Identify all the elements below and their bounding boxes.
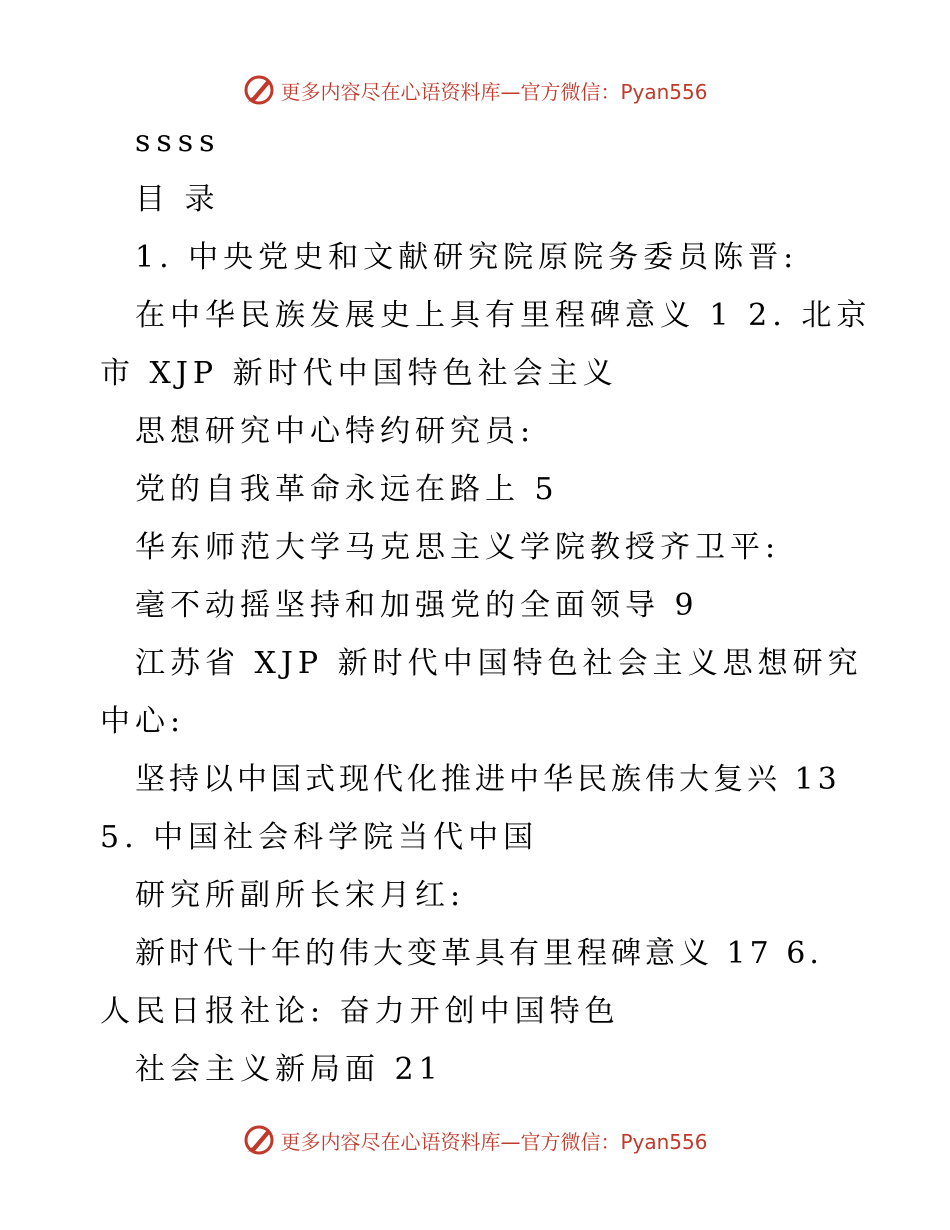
toc-line: 社会主义新局面 21 [135,1052,443,1087]
toc-line: 江苏省 XJP 新时代中国特色社会主义思想研究 [135,646,863,681]
quill-logo-icon [242,1123,276,1157]
toc-line: 人民日报社论: 奋力开创中国特色 [100,994,620,1029]
toc-line: 党的自我革命永远在路上 5 [135,472,559,507]
toc-line: 华东师范大学马克思主义学院教授齐卫平: [135,530,781,565]
footer-watermark-banner [0,1120,950,1160]
toc-line: 市 XJP 新时代中国特色社会主义 [100,356,618,391]
doc-line-garbled: ssss [135,124,221,159]
footer-watermark-text: 更多内容尽在心语资料库—官方微信：Pyan556 [280,1129,708,1154]
header-watermark-text: 更多内容尽在心语资料库—官方微信：Pyan556 [280,79,708,104]
quill-logo-icon [242,73,276,107]
toc-line: 5. 中国社会科学院当代中国 [100,820,539,855]
header-watermark-banner [0,70,950,110]
toc-line: 坚持以中国式现代化推进中华民族伟大复兴 13 [135,762,841,797]
toc-heading: 目 录 [135,182,220,217]
toc-line: 思想研究中心特约研究员: [135,414,536,449]
toc-line: 中心: [100,704,186,739]
toc-line: 研究所副所长宋月红: [135,878,466,913]
toc-line: 新时代十年的伟大变革具有里程碑意义 17 6. [135,936,823,971]
toc-line: 在中华民族发展史上具有里程碑意义 1 2. 北京 [135,298,872,333]
toc-line: 1. 中央党史和文献研究院原院务委员陈晋: [135,240,799,275]
toc-line: 毫不动摇坚持和加强党的全面领导 9 [135,588,699,623]
